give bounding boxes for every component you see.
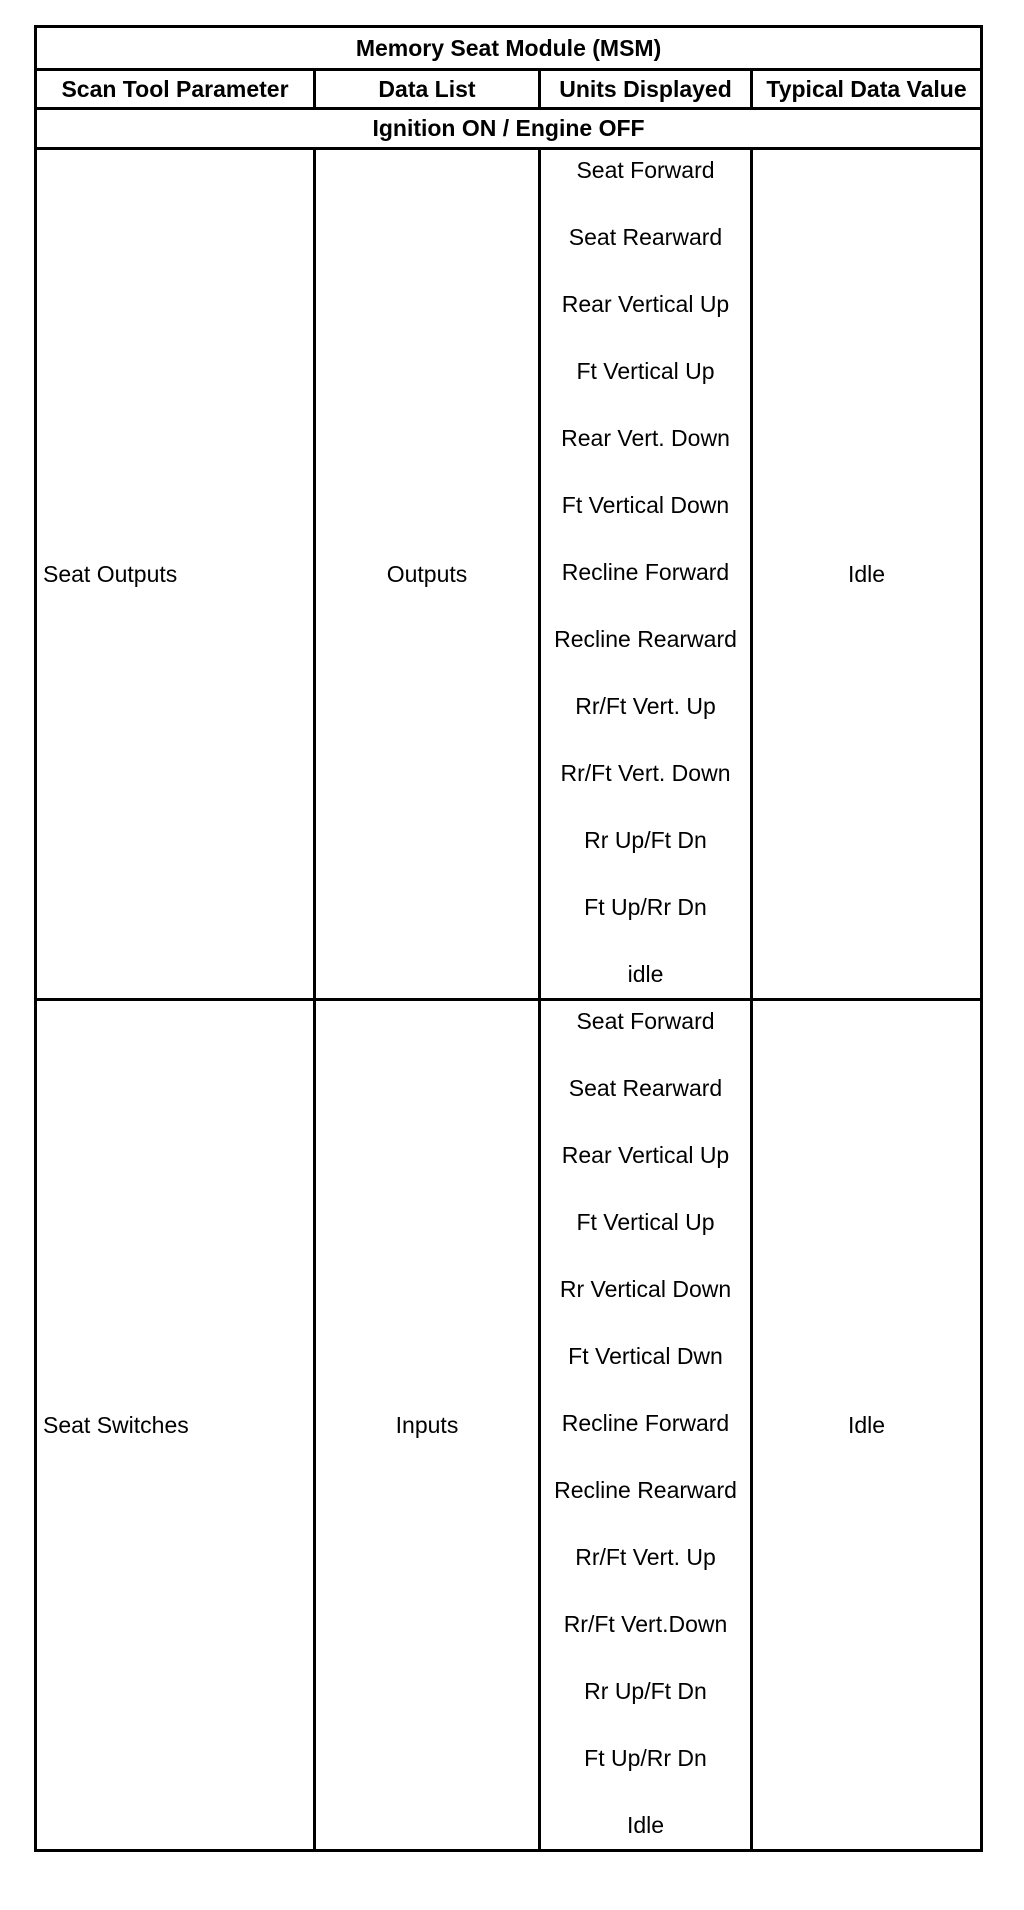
- unit-item: Rear Vert. Down: [561, 425, 730, 451]
- units-cell: [540, 149, 752, 1000]
- table-row-seat-outputs: [36, 149, 982, 1000]
- unit-item: Rr/Ft Vert. Up: [575, 1544, 716, 1570]
- unit-item: Rr Up/Ft Dn: [584, 1678, 707, 1704]
- units-cell: [540, 1000, 752, 1851]
- unit-item: Rear Vertical Up: [561, 1142, 730, 1168]
- table-row-seat-switches: [36, 1000, 982, 1851]
- condition-label: Ignition ON / Engine OFF: [36, 109, 982, 149]
- unit-item: Ft Vertical Down: [561, 492, 730, 518]
- table-header-row: [36, 70, 982, 109]
- msm-data-table: [34, 25, 983, 1852]
- unit-item: Seat Forward: [576, 1008, 715, 1034]
- header-units-displayed: Units Displayed: [540, 70, 752, 109]
- unit-item: Idle: [626, 1812, 665, 1838]
- unit-item: Recline Rearward: [554, 1477, 737, 1503]
- unit-item: Recline Rearward: [554, 626, 737, 652]
- unit-item: idle: [627, 961, 664, 987]
- unit-item: Rr Up/Ft Dn: [584, 827, 707, 853]
- unit-item: Rr/Ft Vert.Down: [563, 1611, 728, 1637]
- unit-item: Ft Vertical Up: [576, 358, 715, 384]
- unit-item: Seat Rearward: [568, 1075, 723, 1101]
- parameter-cell: Seat Switches: [36, 1000, 315, 1851]
- unit-item: Seat Forward: [576, 157, 715, 183]
- unit-item: Ft Vertical Dwn: [568, 1343, 723, 1369]
- unit-item: Rr/Ft Vert. Down: [560, 760, 731, 786]
- unit-item: Recline Forward: [561, 1410, 730, 1436]
- parameter-cell: Seat Outputs: [36, 149, 315, 1000]
- header-typical-data-value: Typical Data Value: [752, 70, 982, 109]
- unit-item: Seat Rearward: [568, 224, 723, 250]
- table-title-row: [36, 27, 982, 70]
- unit-item: Ft Vertical Up: [576, 1209, 715, 1235]
- data-list-cell: Inputs: [315, 1000, 540, 1851]
- header-scan-tool-parameter: Scan Tool Parameter: [36, 70, 315, 109]
- unit-item: Ft Up/Rr Dn: [584, 1745, 707, 1771]
- unit-item: Recline Forward: [561, 559, 730, 585]
- condition-row: [36, 109, 982, 149]
- unit-item: Ft Up/Rr Dn: [584, 894, 707, 920]
- unit-item: Rear Vertical Up: [561, 291, 730, 317]
- header-data-list: Data List: [315, 70, 540, 109]
- data-list-cell: Outputs: [315, 149, 540, 1000]
- unit-item: Rr/Ft Vert. Up: [575, 693, 716, 719]
- typical-value-cell: Idle: [752, 149, 982, 1000]
- table-title: Memory Seat Module (MSM): [36, 27, 982, 70]
- typical-value-cell: Idle: [752, 1000, 982, 1851]
- unit-item: Rr Vertical Down: [559, 1276, 732, 1302]
